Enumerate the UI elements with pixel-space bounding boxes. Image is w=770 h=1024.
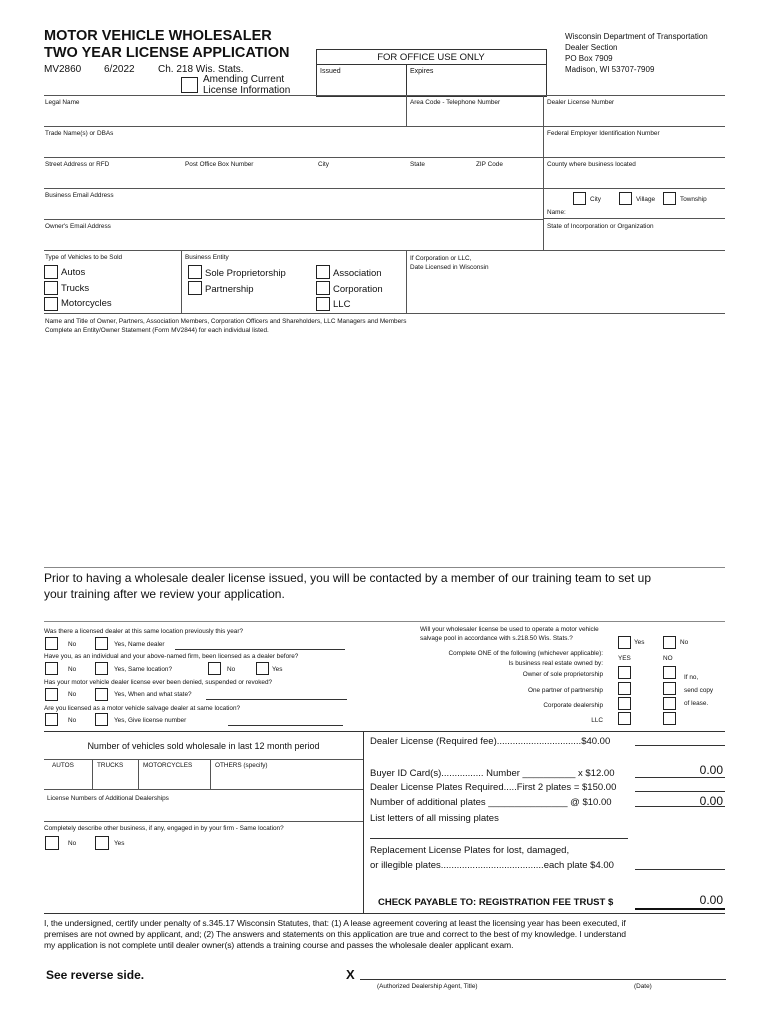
q4-license-line[interactable]	[228, 725, 343, 726]
partnership-label: Partnership	[205, 284, 254, 295]
form-title-line1: MOTOR VEHICLE WHOLESALER	[44, 28, 272, 44]
q1-text: Was there a licensed dealer at this same location previously this year?	[44, 628, 244, 635]
see-reverse-side: See reverse side.	[46, 968, 145, 982]
corporate-yes-checkbox[interactable]	[618, 697, 631, 710]
form-title-line2: TWO YEAR LICENSE APPLICATION	[44, 45, 290, 61]
corporation-label: Corporation	[333, 284, 383, 295]
office-use-heading: FOR OFFICE USE ONLY	[377, 52, 485, 63]
street-label: Street Address or RFD	[45, 161, 110, 168]
additional-plates-total[interactable]: 0.00	[699, 794, 723, 808]
q2-text: Have you, as an individual and your above-named firm, been licensed as a dealer before?	[44, 653, 299, 660]
corporate-dealership-label: Corporate dealership	[543, 702, 603, 709]
llc-checkbox[interactable]	[316, 297, 330, 311]
certification-line2: premises are not owned by applicant, and; (2) The answers and statements on this application are true and correct to the best of my knowledge. I understand	[44, 929, 626, 939]
salvage-no-label: No	[680, 639, 689, 646]
q1-no-checkbox[interactable]	[45, 637, 58, 650]
salvage-yes-checkbox[interactable]	[618, 636, 631, 649]
county-label: County where business located	[547, 161, 636, 168]
others-column: OTHERS (specify)	[215, 762, 268, 769]
autos-column: AUTOS	[52, 762, 74, 769]
missing-plates-line[interactable]	[370, 838, 628, 839]
corp-date-line1: If Corporation or LLC,	[410, 255, 472, 262]
muni-township-label: Township	[680, 196, 707, 203]
q4-text: Are you licensed as a motor vehicle salvage dealer at same location?	[44, 705, 241, 712]
additional-plates-fee: Number of additional plates _______________ @ $10.00	[370, 797, 612, 808]
motorcycles-column: MOTORCYCLES	[143, 762, 193, 769]
certification-statement	[44, 918, 734, 951]
llc-no-checkbox[interactable]	[663, 712, 676, 725]
corp-date-line2: Date Licensed in Wisconsin	[410, 264, 489, 271]
city-label: City	[318, 161, 330, 168]
partner-yes-checkbox[interactable]	[618, 682, 631, 695]
signature-line[interactable]	[360, 979, 726, 980]
owners-instructions	[45, 317, 406, 335]
other-business-no-label: No	[68, 840, 77, 847]
amending-checkbox[interactable]	[181, 77, 198, 93]
lease-note	[684, 671, 713, 710]
agency-section: Dealer Section	[565, 43, 618, 52]
other-business-label: Completely describe other business, if any, engaged in by your firm - Same location?	[44, 825, 284, 832]
q4-yes-label: Yes, Give license number	[114, 717, 187, 724]
agency-po-box: PO Box 7909	[565, 54, 613, 63]
dealer-license-fee-line[interactable]	[635, 745, 725, 746]
replacement-plates-line1: Replacement License Plates for lost, damaged,	[370, 845, 570, 856]
salvage-q-line1: Will your wholesaler license be used to operate a motor vehicle	[420, 626, 599, 633]
llc-label: LLC	[333, 299, 351, 310]
lease-note-line1: If no,	[684, 674, 699, 681]
corp-date-label	[410, 254, 489, 272]
issued-label: Issued	[320, 68, 341, 75]
business-email-label: Business Email Address	[45, 192, 114, 199]
q1-dealer-line[interactable]	[175, 649, 345, 650]
corporation-checkbox[interactable]	[316, 281, 330, 295]
q3-details-line[interactable]	[206, 699, 347, 700]
sole-proprietorship-checkbox[interactable]	[188, 265, 202, 279]
q2-same-yes-checkbox[interactable]	[256, 662, 269, 675]
training-notice	[44, 570, 651, 602]
plates-required-line[interactable]	[635, 791, 725, 792]
sole-prop-no-checkbox[interactable]	[663, 666, 676, 679]
agent-title-label: (Authorized Dealership Agent, Title)	[377, 983, 478, 990]
sole-prop-yes-checkbox[interactable]	[618, 666, 631, 679]
owner-email-label: Owner's Email Address	[45, 223, 111, 230]
q2-no-checkbox[interactable]	[45, 662, 58, 675]
q2-same-no-checkbox[interactable]	[208, 662, 221, 675]
q4-yes-checkbox[interactable]	[95, 713, 108, 726]
llc-row-label: LLC	[591, 717, 603, 724]
autos-label: Autos	[61, 267, 86, 278]
association-label: Association	[333, 268, 382, 279]
signature-x-mark: X	[346, 967, 355, 982]
agency-city: Madison, WI 53707-7909	[565, 65, 655, 74]
entity-label: Business Entity	[185, 254, 229, 261]
llc-yes-checkbox[interactable]	[618, 712, 631, 725]
legal-name-label: Legal Name	[45, 99, 80, 106]
form-number: MV2860	[44, 64, 82, 75]
agency-address	[565, 31, 708, 75]
sales-count-title: Number of vehicles sold wholesale in last 12 month period	[87, 741, 320, 751]
salvage-q-line2: salvage pool in accordance with s.218.50 Wis. Stats.?	[420, 634, 573, 642]
motorcycles-checkbox[interactable]	[44, 297, 58, 311]
one-partner-label: One partner of partnership	[528, 687, 603, 694]
owner-sole-prop-label: Owner of sole proprietorship	[522, 671, 603, 678]
other-business-yes-checkbox[interactable]	[95, 836, 109, 850]
partner-no-checkbox[interactable]	[663, 682, 676, 695]
certification-line3: my application is not complete until dealer owner(s) attends a training course and passes the wholesale dealer applicant exam.	[44, 940, 514, 950]
q3-text: Has your motor vehicle dealer license ever been denied, suspended or revoked?	[44, 679, 273, 686]
autos-checkbox[interactable]	[44, 265, 58, 279]
q4-no-checkbox[interactable]	[45, 713, 58, 726]
form-date: 6/2022	[104, 64, 135, 75]
check-payable-label: CHECK PAYABLE TO: REGISTRATION FEE TRUST $	[378, 897, 614, 908]
amending-label-line2: License Information	[203, 85, 291, 96]
complete-line2: Is business real estate owned by:	[508, 659, 603, 667]
buyer-id-total-line[interactable]	[635, 777, 725, 778]
complete-line1: Complete ONE of the following (whichever applicable):	[448, 650, 603, 657]
agency-name: Wisconsin Department of Transportation	[565, 32, 708, 41]
q3-no-checkbox[interactable]	[45, 688, 58, 701]
trucks-column: TRUCKS	[97, 762, 124, 769]
additional-dealerships-label: License Numbers of Additional Dealerships	[47, 795, 169, 802]
q2-same-yes-label: Yes	[272, 666, 283, 673]
buyer-id-total[interactable]: 0.00	[699, 763, 723, 777]
salvage-no-checkbox[interactable]	[663, 636, 676, 649]
dealer-license-fee: Dealer License (Required fee)................................$40.00	[370, 736, 611, 747]
training-line2: your training after we review your application.	[44, 587, 285, 601]
trade-names-label: Trade Name(s) or DBAs	[45, 130, 114, 137]
certification-line1: I, the undersigned, certify under penalty of s.345.17 Wisconsin Statutes, that: (1) A lease agreement covering at least the licensing year has been executed, if	[44, 918, 626, 928]
trucks-label: Trucks	[61, 283, 90, 294]
buyer-id-fee: Buyer ID Card(s)................ Number __________ x $12.00	[370, 768, 615, 779]
muni-city-checkbox[interactable]	[573, 192, 586, 205]
muni-village-label: Village	[636, 196, 656, 203]
missing-plates-label: List letters of all missing plates	[370, 813, 499, 824]
po-box-label: Post Office Box Number	[185, 161, 254, 168]
salvage-question	[420, 626, 599, 643]
no-column-label: NO	[663, 655, 673, 662]
date-label: (Date)	[634, 983, 652, 990]
q1-yes-checkbox[interactable]	[95, 637, 108, 650]
dealer-license-number-label: Dealer License Number	[547, 99, 615, 106]
other-business-yes-label: Yes	[114, 840, 125, 847]
training-line1: Prior to having a wholesale dealer license issued, you will be contacted by a member of our training team to set up	[44, 571, 651, 585]
yes-column-label: YES	[618, 655, 631, 662]
vehicles-label: Type of Vehicles to be Sold	[45, 254, 123, 261]
total-fee-line[interactable]	[635, 908, 725, 910]
q2-same-no-label: No	[227, 666, 236, 673]
state-incorporation-label: State of Incorporation or Organization	[547, 223, 654, 230]
lease-note-line3: of lease.	[684, 700, 709, 707]
q1-yes-label: Yes, Name dealer	[114, 641, 165, 648]
q3-yes-checkbox[interactable]	[95, 688, 108, 701]
other-business-no-checkbox[interactable]	[45, 836, 59, 850]
plates-required-fee: Dealer License Plates Required.....First 2 plates = $150.00	[370, 782, 617, 793]
muni-name-label: Name:	[547, 209, 566, 216]
muni-village-checkbox[interactable]	[619, 192, 632, 205]
muni-township-checkbox[interactable]	[663, 192, 676, 205]
amending-label-line1: Amending Current	[203, 74, 285, 85]
q3-no-label: No	[68, 691, 77, 698]
partnership-checkbox[interactable]	[188, 281, 202, 295]
complete-one-instructions	[404, 649, 603, 668]
sole-proprietorship-label: Sole Proprietorship	[205, 268, 286, 279]
state-label: State	[410, 161, 425, 168]
q2-no-label: No	[68, 666, 77, 673]
association-checkbox[interactable]	[316, 265, 330, 279]
q1-no-label: No	[68, 641, 77, 648]
q2-yes-label: Yes, Same location?	[114, 666, 173, 673]
fein-label: Federal Employer Identification Number	[547, 130, 660, 137]
phone-label: Area Code - Telephone Number	[410, 99, 501, 106]
motorcycles-label: Motorcycles	[61, 298, 112, 309]
corporate-no-checkbox[interactable]	[663, 697, 676, 710]
owners-line2: Complete an Entity/Owner Statement (Form MV2844) for each individual listed.	[45, 327, 269, 334]
salvage-yes-label: Yes	[634, 639, 645, 646]
replacement-plates-line[interactable]	[635, 869, 725, 870]
owners-line1: Name and Title of Owner, Partners, Association Members, Corporation Officers and Shareholders, LLC Managers and Members	[45, 318, 407, 325]
q4-no-label: No	[68, 717, 77, 724]
statute-reference: Ch. 218 Wis. Stats.	[158, 64, 244, 75]
total-fee-value[interactable]: 0.00	[699, 893, 723, 907]
muni-city-label: City	[590, 196, 602, 203]
q2-yes-checkbox[interactable]	[95, 662, 108, 675]
zip-label: ZIP Code	[476, 161, 503, 168]
expires-label: Expires	[410, 68, 434, 75]
trucks-checkbox[interactable]	[44, 281, 58, 295]
lease-note-line2: send copy	[684, 687, 714, 694]
q3-yes-label: Yes, When and what state?	[114, 691, 192, 698]
replacement-plates-line2: or illegible plates.......................................each plate $4.00	[370, 860, 614, 871]
